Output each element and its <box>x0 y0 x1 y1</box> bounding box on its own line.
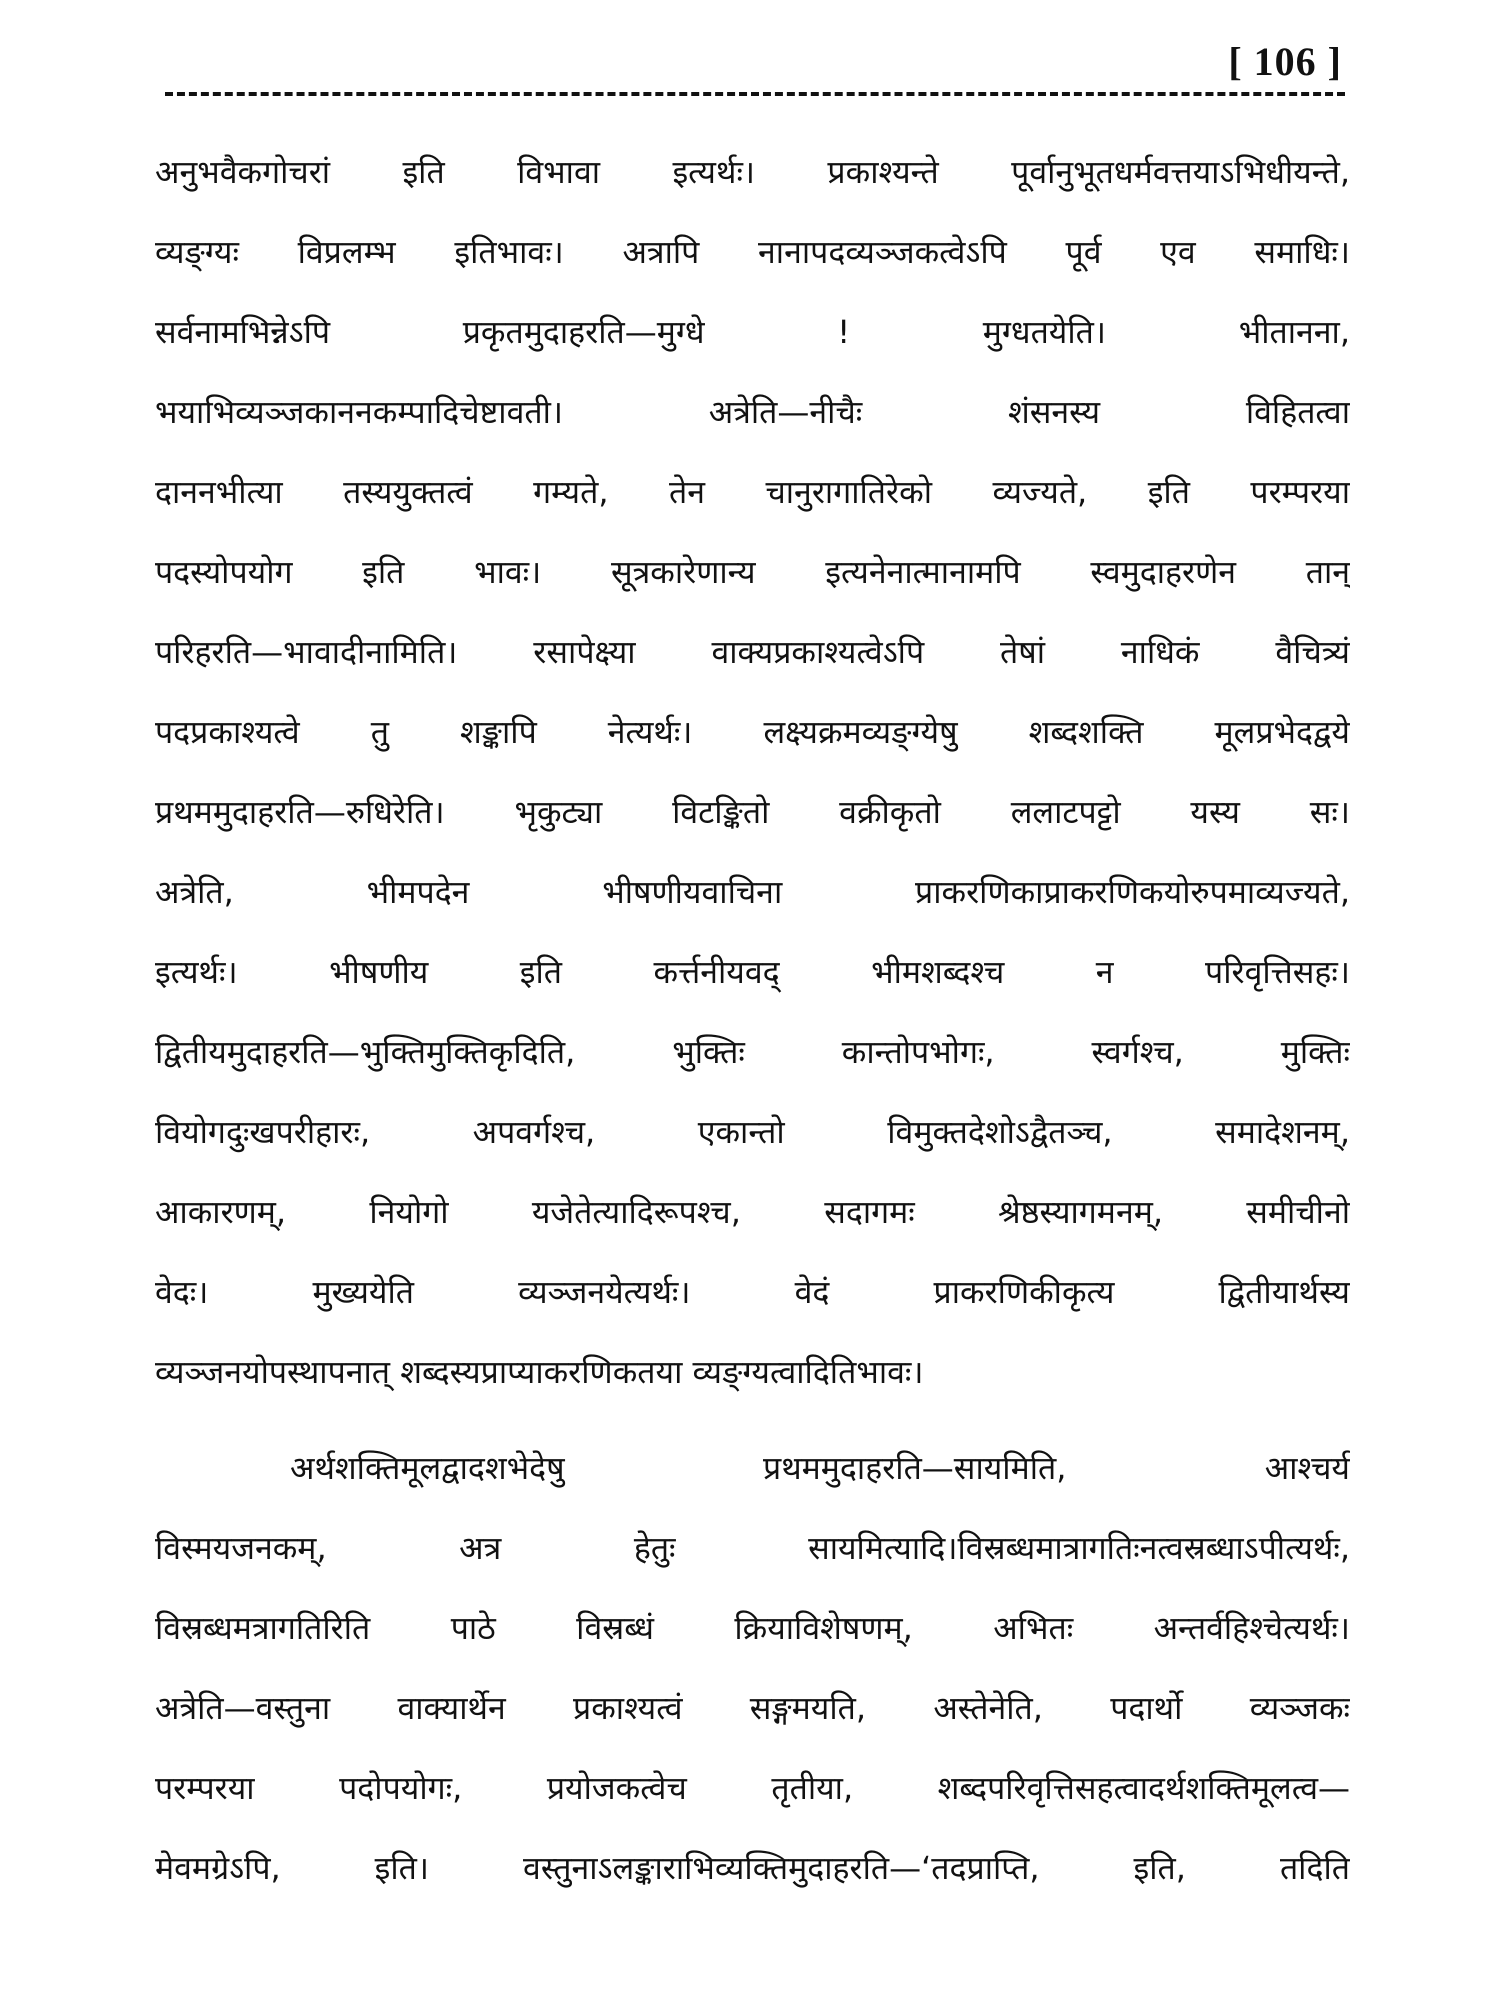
text-line: परिहरति—भावादीनामिति। रसापेक्ष्या वाक्यप्रकाश्यत्वेऽपि तेषां नाधिकं वैचित्र्यं <box>155 633 1350 671</box>
text-line: अत्रेति, भीमपदेन भीषणीयवाचिना प्राकरणिकाप्राकरणिकयोरुपमाव्यज्यते, <box>155 873 1350 911</box>
text-line: द्वितीयमुदाहरति—भुक्तिमुक्तिकृदिति, भुक्तिः कान्तोपभोगः, स्वर्गश्च, मुक्तिः <box>155 1033 1350 1071</box>
text-line: अत्रेति—वस्तुना वाक्यार्थेन प्रकाश्यत्वं सङ्गमयति, अस्तेनेति, पदार्थो व्यञ्जकः <box>155 1689 1350 1727</box>
text-line: इत्यर्थः। भीषणीय इति कर्त्तनीयवद् भीमशब्दश्च न परिवृत्तिसहः। <box>155 953 1350 991</box>
paragraph-1 <box>155 132 1350 1412</box>
text-line: अनुभवैकगोचरां इति विभावा इत्यर्थः। प्रकाश्यन्ते पूर्वानुभूतधर्मवत्तयाऽभिधीयन्ते, <box>155 153 1350 191</box>
text-line: सर्वनामभिन्नेऽपि प्रकृतमुदाहरति—मुग्धे ! मुग्धतयेति। भीतानना, <box>155 313 1350 351</box>
text-line: आकारणम्, नियोगो यजेतेत्यादिरूपश्च, सदागमः श्रेष्ठस्यागमनम्, समीचीनो <box>155 1193 1350 1231</box>
text-line: अर्थशक्तिमूलद्वादशभेदेषु प्रथममुदाहरति—सायमिति, आश्चर्य <box>290 1449 1350 1487</box>
header-dashed-rule <box>165 92 1345 96</box>
text-line: भयाभिव्यञ्जकाननकम्पादिचेष्टावती। अत्रेति—नीचैः शंसनस्य विहितत्वा <box>155 393 1350 431</box>
page-body <box>155 132 1350 1908</box>
text-line: मेवमग्रेऽपि, इति। वस्तुनाऽलङ्काराभिव्यक्तिमुदाहरति—‘तदप्राप्ति, इति, तदिति <box>155 1849 1350 1887</box>
page-number: [ 106 ] <box>1228 39 1342 84</box>
text-line: वियोगदुःखपरीहारः, अपवर्गश्च, एकान्तो विमुक्तदेशोऽद्वैतञ्च, समादेशनम्, <box>155 1113 1350 1151</box>
text-line: वेदः। मुख्ययेति व्यञ्जनयेत्यर्थः। वेदं प्राकरणिकीकृत्य द्वितीयार्थस्य <box>155 1273 1350 1311</box>
text-line: परम्परया पदोपयोगः, प्रयोजकत्वेच तृतीया, शब्दपरिवृत्तिसहत्वादर्थशक्तिमूलत्व— <box>155 1769 1350 1807</box>
text-line: व्यङ्ग्यः विप्रलम्भ इतिभावः। अत्रापि नानापदव्यञ्जकत्वेऽपि पूर्व एव समाधिः। <box>155 233 1350 271</box>
text-line: व्यञ्जनयोपस्थापनात् शब्दस्यप्राप्याकरणिकतया व्यङ्ग्यत्वादितिभावः। <box>155 1353 924 1391</box>
text-line: प्रथममुदाहरति—रुधिरेति। भृकुट्या विटङ्कितो वक्रीकृतो ललाटपट्टो यस्य सः। <box>155 793 1350 831</box>
text-line: दाननभीत्या तस्ययुक्तत्वं गम्यते, तेन चानुरागातिरेको व्यज्यते, इति परम्परया <box>155 473 1350 511</box>
text-line: पदप्रकाश्यत्वे तु शङ्कापि नेत्यर्थः। लक्ष्यक्रमव्यङ्ग्येषु शब्दशक्ति मूलप्रभेदद्वये <box>155 713 1350 751</box>
paragraph-2 <box>155 1428 1350 1908</box>
text-line: पदस्योपयोग इति भावः। सूत्रकारेणान्य इत्यनेनात्मानामपि स्वमुदाहरणेन तान् <box>155 553 1350 591</box>
text-line: विस्रब्धमत्रागतिरिति पाठे विस्रब्धं क्रियाविशेषणम्, अभितः अन्तर्वहिश्चेत्यर्थः। <box>155 1609 1350 1647</box>
text-line: विस्मयजनकम्, अत्र हेतुः सायमित्यादि।विस्रब्धमात्रागतिःनत्वस्रब्धाऽपीत्यर्थः, <box>155 1529 1350 1567</box>
